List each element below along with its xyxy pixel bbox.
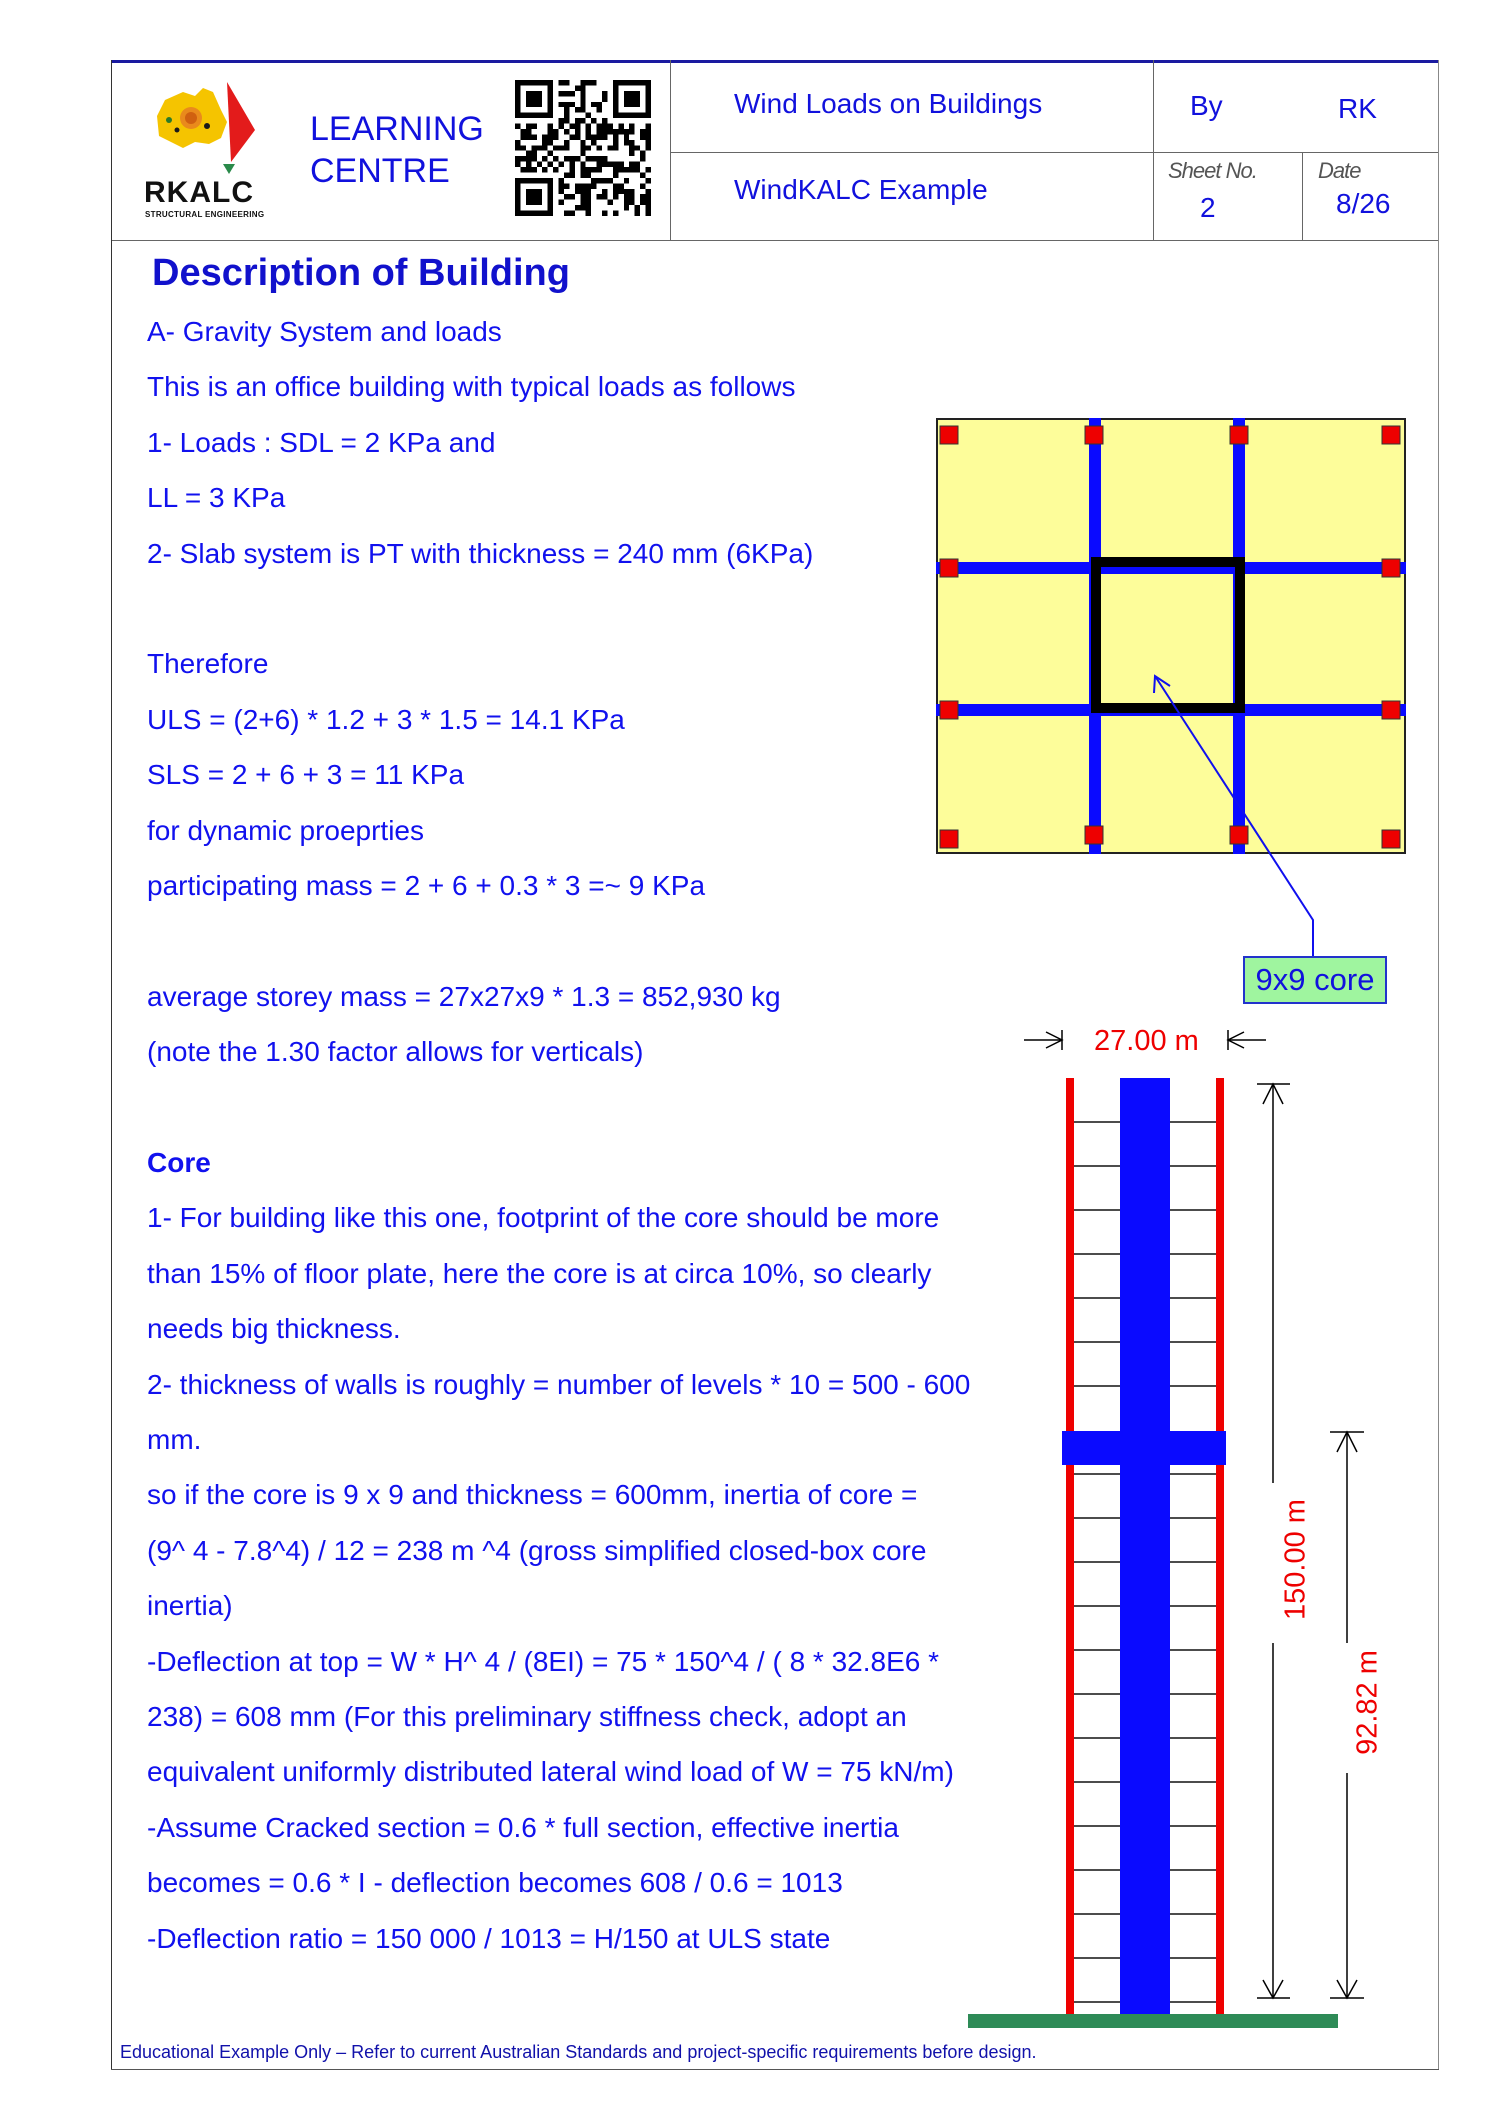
core-leader-line [1140,660,1340,960]
header-divider [1153,60,1154,240]
body-line: -Assume Cracked section = 0.6 * full section, effective inertia [147,1811,899,1843]
frame-left-border [111,60,112,2070]
disclaimer-footnote: Educational Example Only – Refer to current Australian Standards and project-specific requirements before design. [120,2042,1037,2062]
date-label: Date [1318,158,1361,183]
body-line: needs big thickness. [147,1313,401,1345]
body-line: for dynamic proeprties [147,814,425,846]
frame-right-border [1438,60,1439,2070]
body-line: average storey mass = 27x27x9 * 1.3 = 852,930 kg [147,980,781,1012]
logo-subtext: STRUCTURAL ENGINEERING [145,210,265,219]
body-line: This is an office building with typical loads as follows [147,371,796,403]
by-value: RK [1338,93,1377,124]
by-label: By [1190,90,1223,121]
body-line: Core [147,1147,211,1178]
sheet-no-label: Sheet No. [1168,158,1257,183]
sheet-subtitle: WindKALC Example [734,174,988,205]
body-line: participating mass = 2 + 6 + 0.3 * 3 =~ 9 KPa [147,870,706,901]
body-line: mm. [147,1424,202,1455]
body-line: SLS = 2 + 6 + 3 = 11 KPa [147,759,465,791]
body-line: so if the core is 9 x 9 and thickness = 600mm, inertia of core = [147,1479,918,1511]
body-line: -Deflection at top = W * H^ 4 / (8EI) = 75 * 150^4 / ( 8 * 32.8E6 * [147,1645,940,1677]
body-line: 1- Loads : SDL = 2 KPa and [147,426,496,458]
body-line: (note the 1.30 factor allows for verticals) [147,1036,644,1068]
body-line: inertia) [147,1590,233,1622]
body-line: -Deflection ratio = 150 000 / 1013 = H/150 at ULS state [147,1922,831,1954]
body-line: ULS = (2+6) * 1.2 + 3 * 1.5 = 14.1 KPa [147,703,625,735]
body-line: Therefore [147,648,269,680]
sheet-title: Wind Loads on Buildings [734,88,1043,119]
frame-bottom-border [111,2069,1439,2070]
header-divider [1302,152,1303,240]
header-divider [112,240,1438,241]
frame-top-border [112,60,1439,63]
body-line: 1- For building like this one, footprint of the core should be more [147,1202,940,1234]
body-line: 2- thickness of walls is roughly = number of levels * 10 = 500 - 600 [147,1368,971,1400]
body-line: 238) = 608 mm (For this preliminary stiffness check, adopt an [147,1701,907,1732]
section-title: Description of Building [152,252,570,294]
core-label: 9x9 core [1243,956,1387,1004]
body-line: (9^ 4 - 7.8^4) / 12 = 238 m ^4 (gross simplified closed-box core [147,1534,927,1566]
body-line: becomes = 0.6 * I - deflection becomes 608 / 0.6 = 1013 [147,1867,843,1899]
learning-label: LEARNING [310,110,484,148]
body-line: 2- Slab system is PT with thickness = 240 mm (6KPa) [147,537,814,569]
qr-code[interactable] [515,80,651,216]
building-elevation-diagram [960,1028,1420,2028]
header-divider [670,152,1438,153]
lower-height-dimension: 92.82 m [1351,1650,1384,1755]
body-line: than 15% of floor plate, here the core is at circa 10%, so clearly [147,1257,932,1289]
date-value: 8/26 [1336,188,1391,219]
sheet-no-value: 2 [1200,192,1216,223]
body-line: LL = 3 KPa [147,482,286,514]
height-dimension: 150.00 m [1279,1499,1312,1620]
centre-label: CENTRE [310,152,450,190]
body-line: A- Gravity System and loads [147,316,502,347]
company-logo [143,78,269,178]
header-divider [670,60,671,240]
width-dimension: 27.00 m [1094,1025,1199,1057]
body-line: equivalent uniformly distributed lateral wind load of W = 75 kN/m) [147,1756,954,1788]
logo-text: RKALC [144,176,254,209]
